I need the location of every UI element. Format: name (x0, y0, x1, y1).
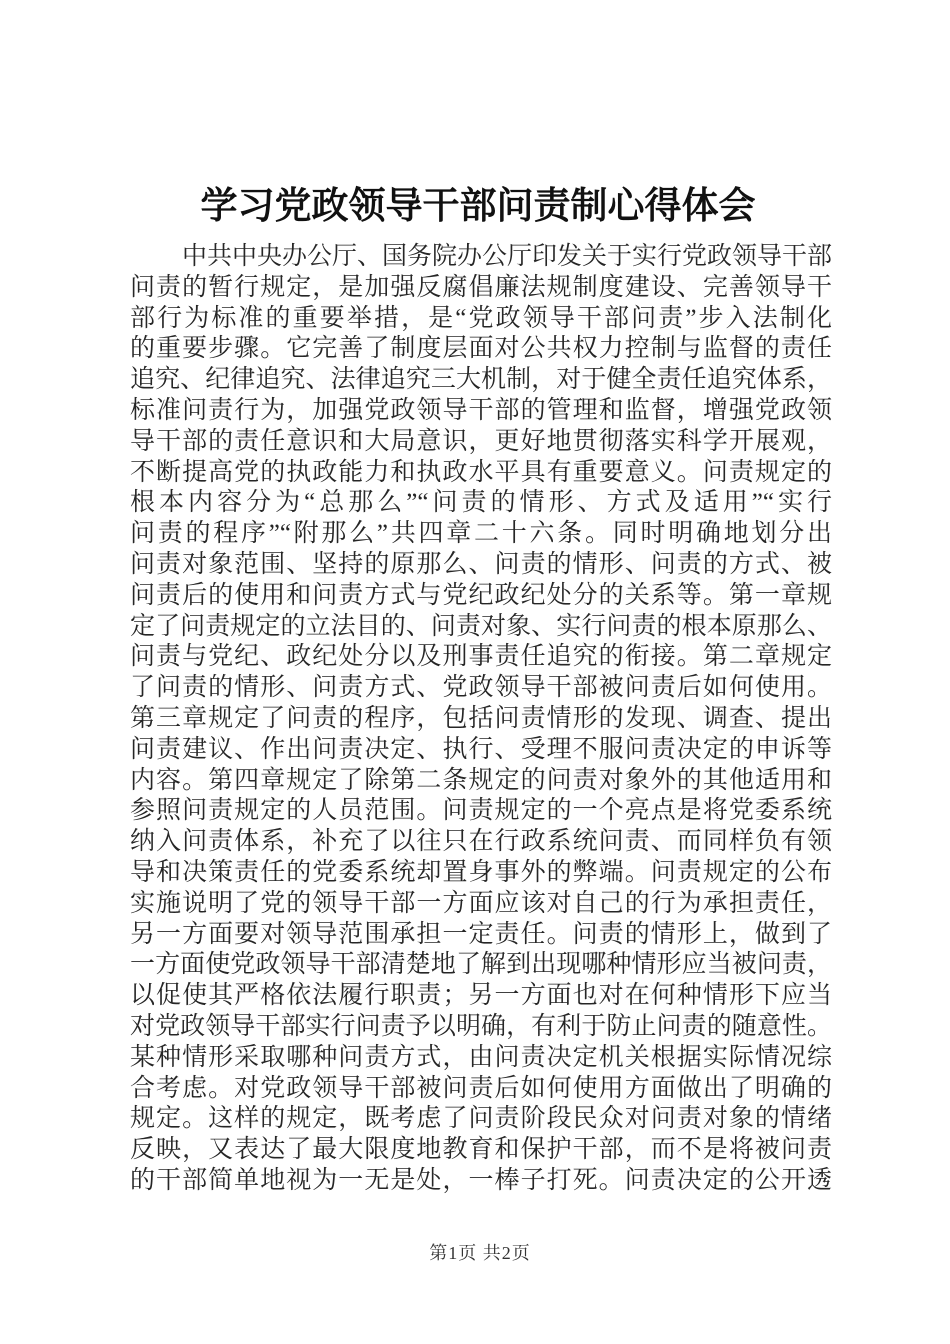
page-number-label: 第1页 共2页 (429, 1243, 531, 1263)
body-line: 的干部简单地视为一无是处，一棒子打死。问责决定的公开透 (130, 1166, 832, 1194)
body-line: 问责后的使用和问责方式与党纪政纪处分的关系等。第一章规 (130, 581, 832, 609)
body-line: 根本内容分为“总那么”“问责的情形、方式及适用”“实行 (130, 489, 832, 517)
body-line: 以促使其严格依法履行职责；另一方面也对在何种情形下应当 (130, 982, 832, 1010)
body-line: 内容。第四章规定了除第二条规定的问责对象外的其他适用和 (130, 766, 832, 794)
body-line: 参照问责规定的人员范围。问责规定的一个亮点是将党委系统 (130, 797, 832, 825)
body-line: 不断提高党的执政能力和执政水平具有重要意义。问责规定的 (130, 458, 832, 486)
body-line: 纳入问责体系，补充了以往只在行政系统问责、而同样负有领 (130, 828, 832, 856)
body-line: 部行为标准的重要举措，是“党政领导干部问责”步入法制化 (130, 304, 832, 332)
body-line: 另一方面要对领导范围承担一定责任。问责的情形上，做到了 (130, 920, 832, 948)
body-line: 的重要步骤。它完善了制度层面对公共权力控制与监督的责任 (130, 335, 832, 363)
body-line: 实施说明了党的领导干部一方面应该对自己的行为承担责任， (130, 889, 832, 917)
body-line: 第三章规定了问责的程序，包括问责情形的发现、调查、提出 (130, 704, 832, 732)
body-line: 问责建议、作出问责决定、执行、受理不服问责决定的申诉等 (130, 735, 832, 763)
body-line: 了问责的情形、问责方式、党政领导干部被问责后如何使用。 (130, 674, 832, 702)
body-line: 问责与党纪、政纪处分以及刑事责任追究的衔接。第二章规定 (130, 643, 832, 671)
body-line: 中共中央办公厅、国务院办公厅印发关于实行党政领导干部 (182, 243, 833, 270)
body-line: 问责对象范围、坚持的原那么、问责的情形、问责的方式、被 (130, 550, 832, 578)
body-line: 某种情形采取哪种问责方式，由问责决定机关根据实际情况综 (130, 1043, 832, 1071)
body-line: 反映，又表达了最大限度地教育和保护干部，而不是将被问责 (130, 1136, 832, 1164)
body-line: 标准问责行为，加强党政领导干部的管理和监督，增强党政领 (130, 396, 832, 424)
body-line: 一方面使党政领导干部清楚地了解到出现哪种情形应当被问责， (130, 951, 832, 979)
body-line: 导和决策责任的党委系统却置身事外的弊端。问责规定的公布 (130, 858, 832, 886)
document-title: 学习党政领导干部问责制心得体会 (200, 186, 756, 227)
body-line: 合考虑。对党政领导干部被问责后如何使用方面做出了明确的 (130, 1074, 832, 1102)
document-body (130, 242, 832, 1197)
body-line: 问责的暂行规定，是加强反腐倡廉法规制度建设、完善领导干 (130, 273, 832, 301)
page-footer (130, 1241, 830, 1265)
body-line: 规定。这样的规定，既考虑了问责阶段民众对问责对象的情绪 (130, 1105, 832, 1133)
body-line: 问责的程序”“附那么”共四章二十六条。同时明确地划分出 (130, 520, 832, 548)
body-line: 追究、纪律追究、法律追究三大机制，对于健全责任追究体系， (130, 366, 832, 394)
body-line: 对党政领导干部实行问责予以明确，有利于防止问责的随意性。 (130, 1012, 832, 1040)
body-line: 导干部的责任意识和大局意识，更好地贯彻落实科学开展观， (130, 427, 832, 455)
body-line: 定了问责规定的立法目的、问责对象、实行问责的根本原那么、 (130, 612, 832, 640)
